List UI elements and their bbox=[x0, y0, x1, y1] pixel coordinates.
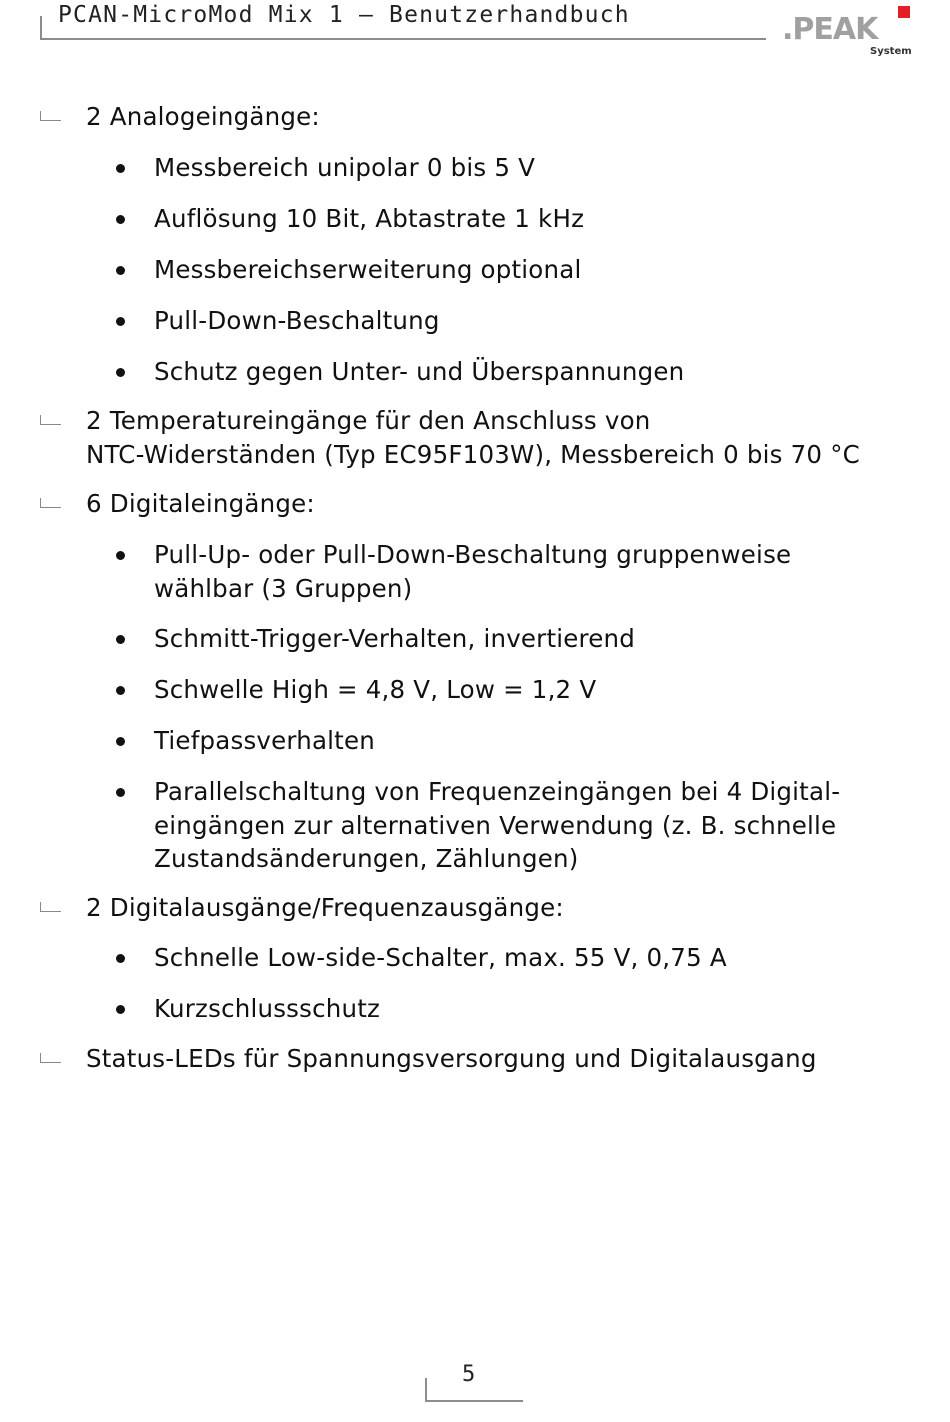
list-item-line: 2 Digitalausgänge/Frequenzausgänge: bbox=[86, 893, 564, 922]
list-bullet-dot bbox=[116, 737, 125, 746]
logo-subtext: System bbox=[870, 46, 912, 57]
list-item-line: Messbereichserweiterung optional bbox=[154, 255, 582, 284]
list-item-line: Kurzschlussschutz bbox=[154, 994, 381, 1023]
list-bullet-arrow bbox=[40, 1053, 61, 1063]
page-number: 5 bbox=[462, 1362, 476, 1387]
list-bullet-dot bbox=[116, 788, 125, 797]
sub-list-item bbox=[154, 673, 914, 707]
list-bullet-dot bbox=[116, 266, 125, 275]
list-item-line: Schmitt-Trigger-Verhalten, invertierend bbox=[154, 624, 636, 653]
sub-list-item bbox=[154, 992, 914, 1026]
list-item-line: 2 Temperatureingänge für den Anschluss von bbox=[86, 406, 651, 435]
list-bullet-dot bbox=[116, 551, 125, 560]
header-rule bbox=[40, 16, 42, 40]
list-bullet-dot bbox=[116, 164, 125, 173]
document-title: PCAN-MicroMod Mix 1 – Benutzerhandbuch bbox=[58, 2, 630, 28]
list-item bbox=[86, 100, 926, 134]
list-bullet-arrow bbox=[40, 111, 61, 121]
list-item-line: eingängen zur alternativen Verwendung (z. B. schnelle bbox=[154, 810, 837, 840]
list-bullet-arrow bbox=[40, 415, 61, 425]
list-item-line: Schutz gegen Unter- und Überspannungen bbox=[154, 357, 685, 386]
sub-list-item bbox=[154, 775, 914, 876]
sub-list-item bbox=[154, 355, 914, 389]
list-item-line: Tiefpassverhalten bbox=[154, 726, 375, 755]
header-rule-line bbox=[40, 38, 766, 40]
sub-list-item bbox=[154, 202, 914, 236]
list-bullet-dot bbox=[116, 317, 125, 326]
list-item-line: wählbar (3 Gruppen) bbox=[154, 573, 413, 603]
footer-rule-line bbox=[425, 1400, 523, 1402]
list-item-line: 2 Analogeingänge: bbox=[86, 102, 320, 131]
list-item-line: Pull-Down-Beschaltung bbox=[154, 306, 440, 335]
list-item-line: NTC-Widerständen (Typ EC95F103W), Messbereich 0 bis 70 °C bbox=[86, 439, 860, 469]
list-item-line: Auflösung 10 Bit, Abtastrate 1 kHz bbox=[154, 204, 585, 233]
footer-rule bbox=[425, 1378, 427, 1402]
list-item-line: 6 Digitaleingänge: bbox=[86, 489, 315, 518]
logo-text: .PEAK bbox=[782, 12, 878, 47]
list-bullet-arrow bbox=[40, 902, 61, 912]
list-item-line: Parallelschaltung von Frequenzeingängen bei 4 Digital- bbox=[154, 777, 841, 806]
sub-list-item bbox=[154, 304, 914, 338]
list-item bbox=[86, 891, 926, 925]
sub-list-item bbox=[154, 538, 914, 605]
list-item-line: Status-LEDs für Spannungsversorgung und Digitalausgang bbox=[86, 1044, 817, 1073]
list-item bbox=[86, 1042, 926, 1076]
sub-list-item bbox=[154, 253, 914, 287]
list-item bbox=[86, 404, 926, 471]
list-item-line: Messbereich unipolar 0 bis 5 V bbox=[154, 153, 536, 182]
list-item bbox=[86, 487, 926, 521]
sub-list-item bbox=[154, 622, 914, 656]
list-item-line: Schnelle Low-side-Schalter, max. 55 V, 0,75 A bbox=[154, 943, 727, 972]
list-bullet-dot bbox=[116, 686, 125, 695]
list-item-line: Pull-Up- oder Pull-Down-Beschaltung gruppenweise bbox=[154, 540, 792, 569]
list-bullet-dot bbox=[116, 215, 125, 224]
list-bullet-dot bbox=[116, 635, 125, 644]
sub-list-item bbox=[154, 941, 914, 975]
list-bullet-arrow bbox=[40, 498, 61, 508]
list-bullet-dot bbox=[116, 954, 125, 963]
logo-accent-square bbox=[898, 6, 910, 18]
sub-list-item bbox=[154, 151, 914, 185]
list-item-line: Schwelle High = 4,8 V, Low = 1,2 V bbox=[154, 675, 597, 704]
list-bullet-dot bbox=[116, 368, 125, 377]
sub-list-item bbox=[154, 724, 914, 758]
peak-system-logo bbox=[782, 6, 912, 60]
list-item-line: Zustandsänderungen, Zählungen) bbox=[154, 844, 579, 873]
list-bullet-dot bbox=[116, 1005, 125, 1014]
